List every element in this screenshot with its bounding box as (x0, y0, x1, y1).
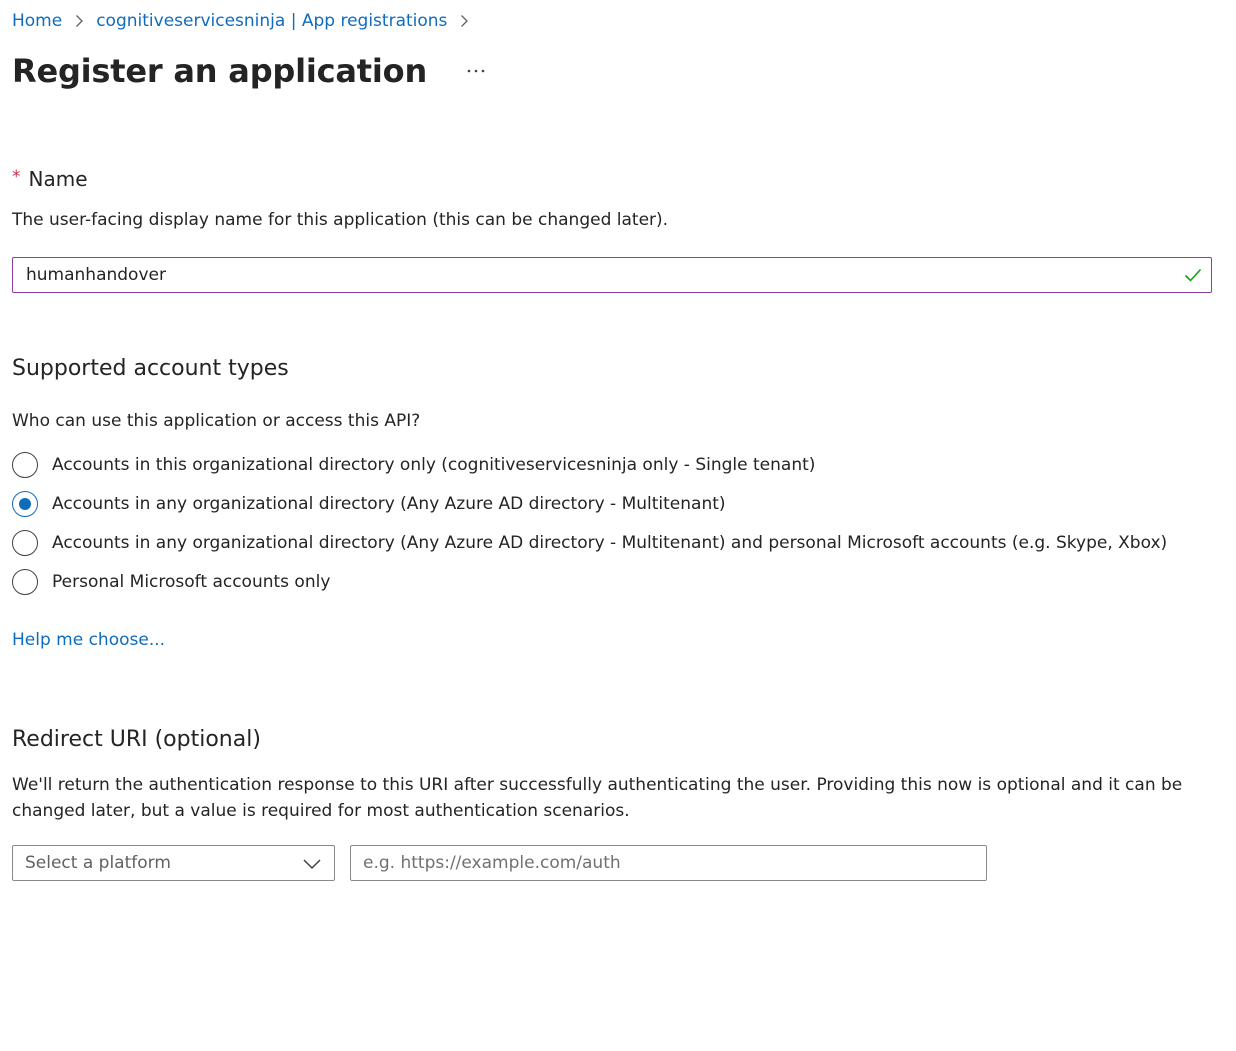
radio-option-multitenant-personal[interactable] (12, 528, 1167, 558)
radio-label: Accounts in this organizational directory only (cognitiveservicesninja only - Single tenant) (52, 455, 816, 475)
account-types-heading: Supported account types (12, 356, 289, 381)
name-label-text: Name (28, 167, 88, 191)
page-title: Register an application (12, 52, 428, 90)
radio-label: Accounts in any organizational directory (Any Azure AD directory - Multitenant) and personal Microsoft accounts (e.g. Skype, Xbox) (52, 533, 1168, 553)
breadcrumb-home[interactable]: Home (12, 11, 63, 31)
radio-button[interactable] (12, 452, 38, 478)
radio-label: Personal Microsoft accounts only (52, 572, 331, 592)
chevron-right-icon (72, 14, 86, 28)
title-row (12, 48, 489, 94)
account-types-question: Who can use this application or access this API? (12, 411, 421, 431)
required-marker: * (12, 167, 21, 187)
name-description: The user-facing display name for this application (this can be changed later). (12, 210, 669, 230)
name-input[interactable] (13, 259, 1166, 291)
redirect-uri-description: We'll return the authentication response to this URI after successfully authenticating the user. Providing this now is optional and it can be changed later, but a value is required for most authentication scenarios. (12, 775, 1183, 821)
redirect-uri-heading: Redirect URI (optional) (12, 727, 261, 752)
radio-button[interactable] (12, 530, 38, 556)
chevron-right-icon (457, 14, 471, 28)
radio-button-selected[interactable] (12, 491, 38, 517)
more-options-button[interactable] (463, 58, 489, 84)
name-field-label (12, 165, 88, 193)
radio-selected-dot (19, 498, 31, 510)
breadcrumb (12, 8, 481, 34)
chevron-down-icon (302, 855, 322, 873)
platform-select[interactable] (12, 845, 335, 881)
ellipsis-icon (466, 68, 486, 74)
redirect-uri-input[interactable] (350, 845, 987, 881)
name-input-container (12, 257, 1212, 293)
platform-select-value: Select a platform (25, 853, 171, 873)
radio-option-personal-only[interactable] (12, 567, 330, 597)
radio-label: Accounts in any organizational directory (Any Azure AD directory - Multitenant) (52, 494, 726, 514)
radio-option-multitenant[interactable] (12, 489, 726, 519)
radio-option-single-tenant[interactable] (12, 450, 815, 480)
breadcrumb-app-registrations[interactable]: cognitiveservicesninja | App registrations (96, 11, 448, 31)
radio-button[interactable] (12, 569, 38, 595)
help-me-choose-link[interactable]: Help me choose... (12, 630, 166, 650)
check-icon (1183, 265, 1203, 285)
